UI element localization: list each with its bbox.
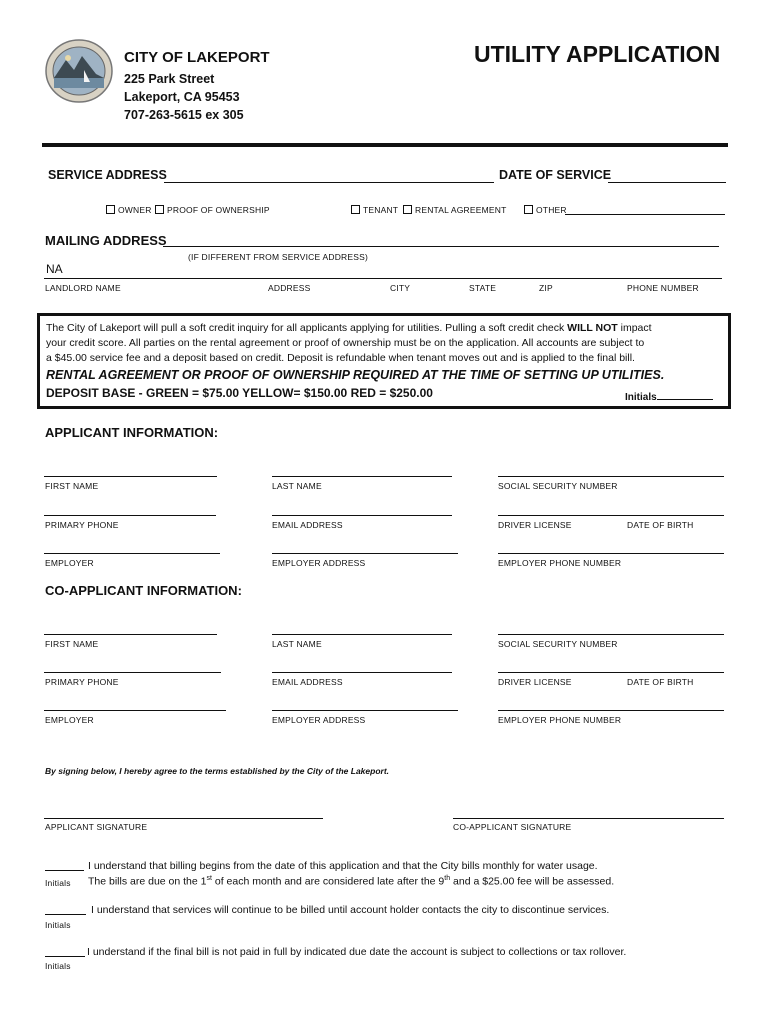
coapplicant-email-field[interactable] — [272, 672, 452, 673]
date-of-service-field[interactable] — [608, 182, 726, 183]
coapplicant-first-name-label: FIRST NAME — [45, 639, 99, 649]
mailing-address-label: MAILING ADDRESS — [45, 233, 167, 248]
coapplicant-email-label: EMAIL ADDRESS — [272, 677, 343, 687]
applicant-phone-field[interactable] — [44, 515, 216, 516]
coapplicant-employer-phone-label: EMPLOYER PHONE NUMBER — [498, 715, 622, 725]
coapplicant-dob-label: DATE OF BIRTH — [627, 677, 694, 687]
applicant-employer-field[interactable] — [44, 553, 220, 554]
landlord-address-label: ADDRESS — [268, 283, 311, 293]
rental-agreement-option[interactable]: RENTAL AGREEMENT — [403, 205, 507, 215]
service-address-field[interactable] — [164, 182, 494, 183]
landlord-state-label: STATE — [469, 283, 497, 293]
landlord-phone-label: PHONE NUMBER — [627, 283, 699, 293]
other-field[interactable] — [565, 214, 725, 215]
landlord-zip-label: ZIP — [539, 283, 553, 293]
applicant-employer-address-field[interactable] — [272, 553, 458, 554]
coapplicant-last-name-label: LAST NAME — [272, 639, 322, 649]
notice-line-3: a $45.00 service fee and a deposit based on credit. Deposit is refundable when tenant moves out and is applied to the final bill. — [46, 352, 635, 364]
coapplicant-license-dob-field[interactable] — [498, 672, 724, 673]
applicant-dob-label: DATE OF BIRTH — [627, 520, 694, 530]
coapplicant-ssn-label: SOCIAL SECURITY NUMBER — [498, 639, 618, 649]
applicant-employer-label: EMPLOYER — [45, 558, 94, 568]
applicant-last-name-field[interactable] — [272, 476, 452, 477]
coapplicant-employer-label: EMPLOYER — [45, 715, 94, 725]
applicant-first-name-field[interactable] — [44, 476, 217, 477]
applicant-employer-address-label: EMPLOYER ADDRESS — [272, 558, 366, 568]
ack2-initials-field[interactable] — [45, 914, 86, 915]
notice-line-2: your credit score. All parties on the rental agreement or proof of ownership must be on the application. All accounts are subject to — [46, 337, 645, 349]
coapplicant-ssn-field[interactable] — [498, 634, 724, 635]
city-name: CITY OF LAKEPORT — [124, 49, 270, 66]
applicant-email-field[interactable] — [272, 515, 452, 516]
rental-agreement-checkbox[interactable] — [403, 205, 412, 214]
date-of-service-label: DATE OF SERVICE — [499, 168, 612, 182]
mailing-address-note: (IF DIFFERENT FROM SERVICE ADDRESS) — [188, 252, 369, 262]
initials-field[interactable]: Initials — [625, 388, 713, 403]
coapplicant-signature-label: CO-APPLICANT SIGNATURE — [453, 822, 572, 832]
applicant-ssn-field[interactable] — [498, 476, 724, 477]
applicant-phone-label: PRIMARY PHONE — [45, 520, 119, 530]
coapplicant-employer-phone-field[interactable] — [498, 710, 724, 711]
ack1-line-2: The bills are due on the 1st of each month and are considered late after the 9th and a $25.00 fee will be assessed. — [88, 875, 615, 888]
landlord-line[interactable] — [44, 278, 722, 279]
coapplicant-license-label: DRIVER LICENSE — [498, 677, 572, 687]
coapplicant-employer-address-field[interactable] — [272, 710, 458, 711]
coapplicant-signature-field[interactable] — [453, 818, 724, 819]
other-option[interactable]: OTHER — [524, 205, 567, 215]
landlord-city-label: CITY — [390, 283, 411, 293]
coapplicant-last-name-field[interactable] — [272, 634, 452, 635]
owner-checkbox[interactable] — [106, 205, 115, 214]
mailing-address-field[interactable] — [163, 246, 719, 247]
ack3-initials-field[interactable] — [45, 956, 85, 957]
owner-option[interactable]: OWNER — [106, 205, 152, 215]
deposit-base: DEPOSIT BASE - GREEN = $75.00 YELLOW= $150.00 RED = $250.00 — [46, 386, 433, 400]
ack1-initials-label: Initials — [45, 878, 71, 888]
applicant-license-dob-field[interactable] — [498, 515, 724, 516]
coapplicant-employer-field[interactable] — [44, 710, 226, 711]
ack1-line-1: I understand that billing begins from the date of this application and that the City bills monthly for water usage. — [88, 860, 598, 872]
applicant-ssn-label: SOCIAL SECURITY NUMBER — [498, 481, 618, 491]
coapplicant-phone-field[interactable] — [44, 672, 221, 673]
header-divider — [42, 143, 728, 147]
landlord-name-value: NA — [46, 262, 63, 276]
ack3-initials-label: Initials — [45, 961, 71, 971]
applicant-license-label: DRIVER LICENSE — [498, 520, 572, 530]
tenant-option[interactable]: TENANT — [351, 205, 398, 215]
notice-line-1: The City of Lakeport will pull a soft credit inquiry for all applicants applying for utilities. Pulling a soft credit check WILL NOT impact — [46, 322, 652, 334]
city-seal-logo — [44, 38, 114, 104]
applicant-last-name-label: LAST NAME — [272, 481, 322, 491]
city-state-zip: Lakeport, CA 95453 — [124, 90, 240, 104]
applicant-signature-field[interactable] — [44, 818, 323, 819]
ack2-text: I understand that services will continue to be billed until account holder contacts the city to discontinue services. — [91, 904, 610, 916]
notice-emphasis: RENTAL AGREEMENT OR PROOF OF OWNERSHIP REQUIRED AT THE TIME OF SETTING UP UTILITIES. — [46, 368, 665, 382]
coapplicant-first-name-field[interactable] — [44, 634, 217, 635]
other-checkbox[interactable] — [524, 205, 533, 214]
applicant-first-name-label: FIRST NAME — [45, 481, 99, 491]
tenant-checkbox[interactable] — [351, 205, 360, 214]
service-address-label: SERVICE ADDRESS — [48, 168, 167, 182]
coapplicant-heading: CO-APPLICANT INFORMATION: — [45, 583, 242, 598]
applicant-heading: APPLICANT INFORMATION: — [45, 425, 219, 440]
ack2-initials-label: Initials — [45, 920, 71, 930]
street-address: 225 Park Street — [124, 72, 215, 86]
ack1-initials-field[interactable] — [45, 870, 84, 871]
proof-of-ownership-option[interactable]: PROOF OF OWNERSHIP — [155, 205, 270, 215]
applicant-employer-phone-label: EMPLOYER PHONE NUMBER — [498, 558, 622, 568]
credit-notice-box — [37, 313, 731, 409]
phone-number: 707-263-5615 ex 305 — [124, 108, 244, 122]
page-title: UTILITY APPLICATION — [474, 41, 721, 67]
ack3-text: I understand if the final bill is not paid in full by indicated due date the account is subject to collections or tax rollover. — [87, 946, 627, 958]
applicant-signature-label: APPLICANT SIGNATURE — [45, 822, 148, 832]
signature-agreement: By signing below, I hereby agree to the terms established by the City of the Lakeport. — [45, 766, 390, 776]
applicant-email-label: EMAIL ADDRESS — [272, 520, 343, 530]
applicant-employer-phone-field[interactable] — [498, 553, 724, 554]
proof-of-ownership-checkbox[interactable] — [155, 205, 164, 214]
coapplicant-employer-address-label: EMPLOYER ADDRESS — [272, 715, 366, 725]
landlord-name-label: LANDLORD NAME — [45, 283, 121, 293]
coapplicant-phone-label: PRIMARY PHONE — [45, 677, 119, 687]
